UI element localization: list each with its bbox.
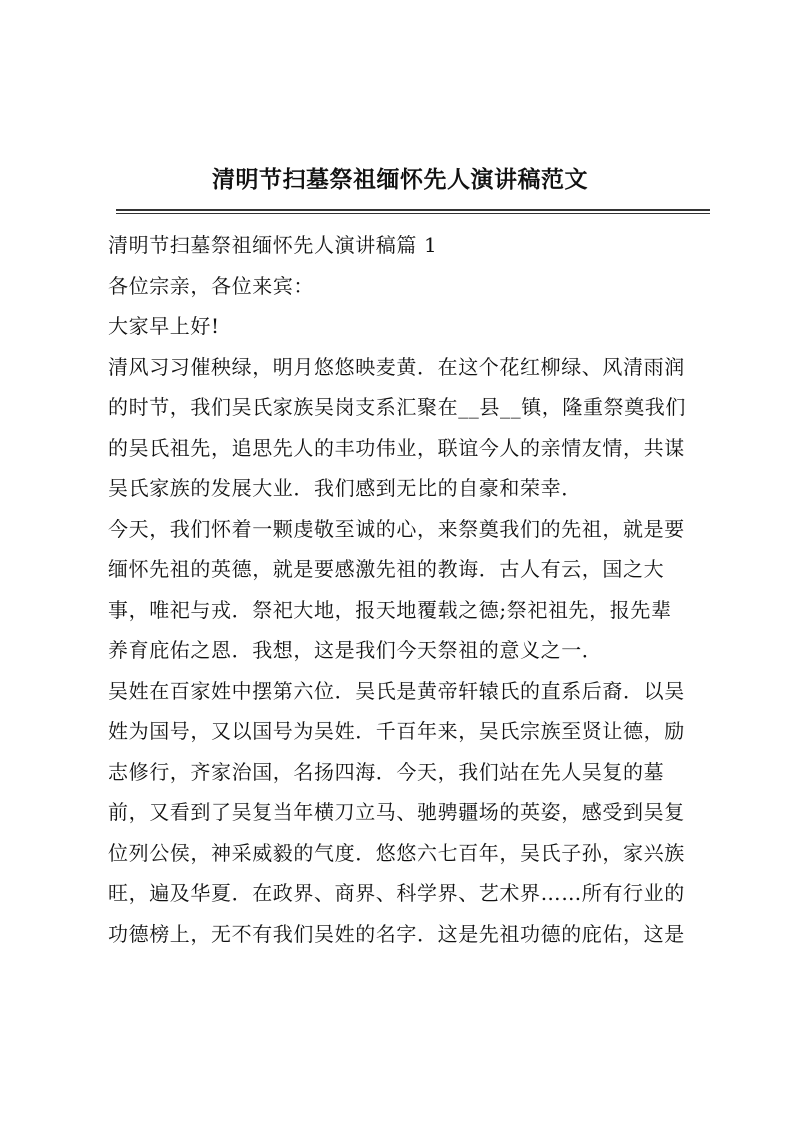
salutation-line: 大家早上好! (108, 314, 220, 338)
paragraph-line: 前，又看到了吴复当年横刀立马、驰骋疆场的英姿，感受到吴复 (108, 800, 685, 824)
paragraph-line: 功德榜上，无不有我们吴姓的名字．这是先祖功德的庇佑，这是 (108, 921, 685, 946)
paragraph-line: 位列公侯，神采威毅的气度．悠悠六七百年，吴氏子孙，家兴族 (108, 840, 685, 865)
section-heading: 清明节扫墓祭祖缅怀先人演讲稿篇 1 (108, 233, 438, 257)
paragraph-line: 事，唯祀与戎．祭祀大地，报天地覆载之德;祭祀祖先，报先辈 (108, 597, 672, 622)
paragraph-line: 姓为国号，又以国号为吴姓．千百年来，吴氏宗族至贤让德，励 (108, 719, 685, 743)
paragraph-3 (108, 671, 710, 955)
paragraph-line: 吴姓在百家姓中摆第六位．吴氏是黄帝轩辕氏的直系后裔．以吴 (108, 678, 685, 703)
paragraph-line: 的时节，我们吴氏家族吴岗支系汇聚在__县__镇，隆重祭奠我们 (108, 395, 686, 419)
document-body (108, 225, 710, 954)
paragraph-line: 旺，遍及华夏．在政界、商界、科学界、艺术界……所有行业的 (108, 881, 685, 905)
title-divider (116, 209, 710, 214)
document-title: 清明节扫墓祭祖缅怀先人演讲稿范文 (212, 167, 588, 193)
paragraph-line: 缅怀先祖的英德，就是要感激先祖的教诲．古人有云，国之大 (108, 557, 665, 581)
paragraph-line: 今天，我们怀着一颗虔敬至诚的心，来祭奠我们的先祖，就是要 (108, 516, 685, 541)
paragraph-line: 清风习习催秧绿，明月悠悠映麦黄．在这个花红柳绿、风清雨润 (108, 354, 685, 379)
paragraph-line: 吴氏家族的发展大业．我们感到无比的自豪和荣幸． (108, 476, 582, 500)
paragraph-line: 养育庇佑之恩．我想，这是我们今天祭祖的意义之一． (108, 638, 603, 662)
paragraph-line: 的吴氏祖先，追思先人的丰功伟业，联谊今人的亲情友情，共谋 (108, 435, 685, 460)
paragraph-2 (108, 509, 710, 671)
greeting-line: 各位宗亲，各位来宾： (108, 273, 314, 298)
paragraph-line: 志修行，齐家治国，名扬四海．今天，我们站在先人吴复的墓 (108, 759, 665, 784)
paragraph-1 (108, 347, 710, 509)
